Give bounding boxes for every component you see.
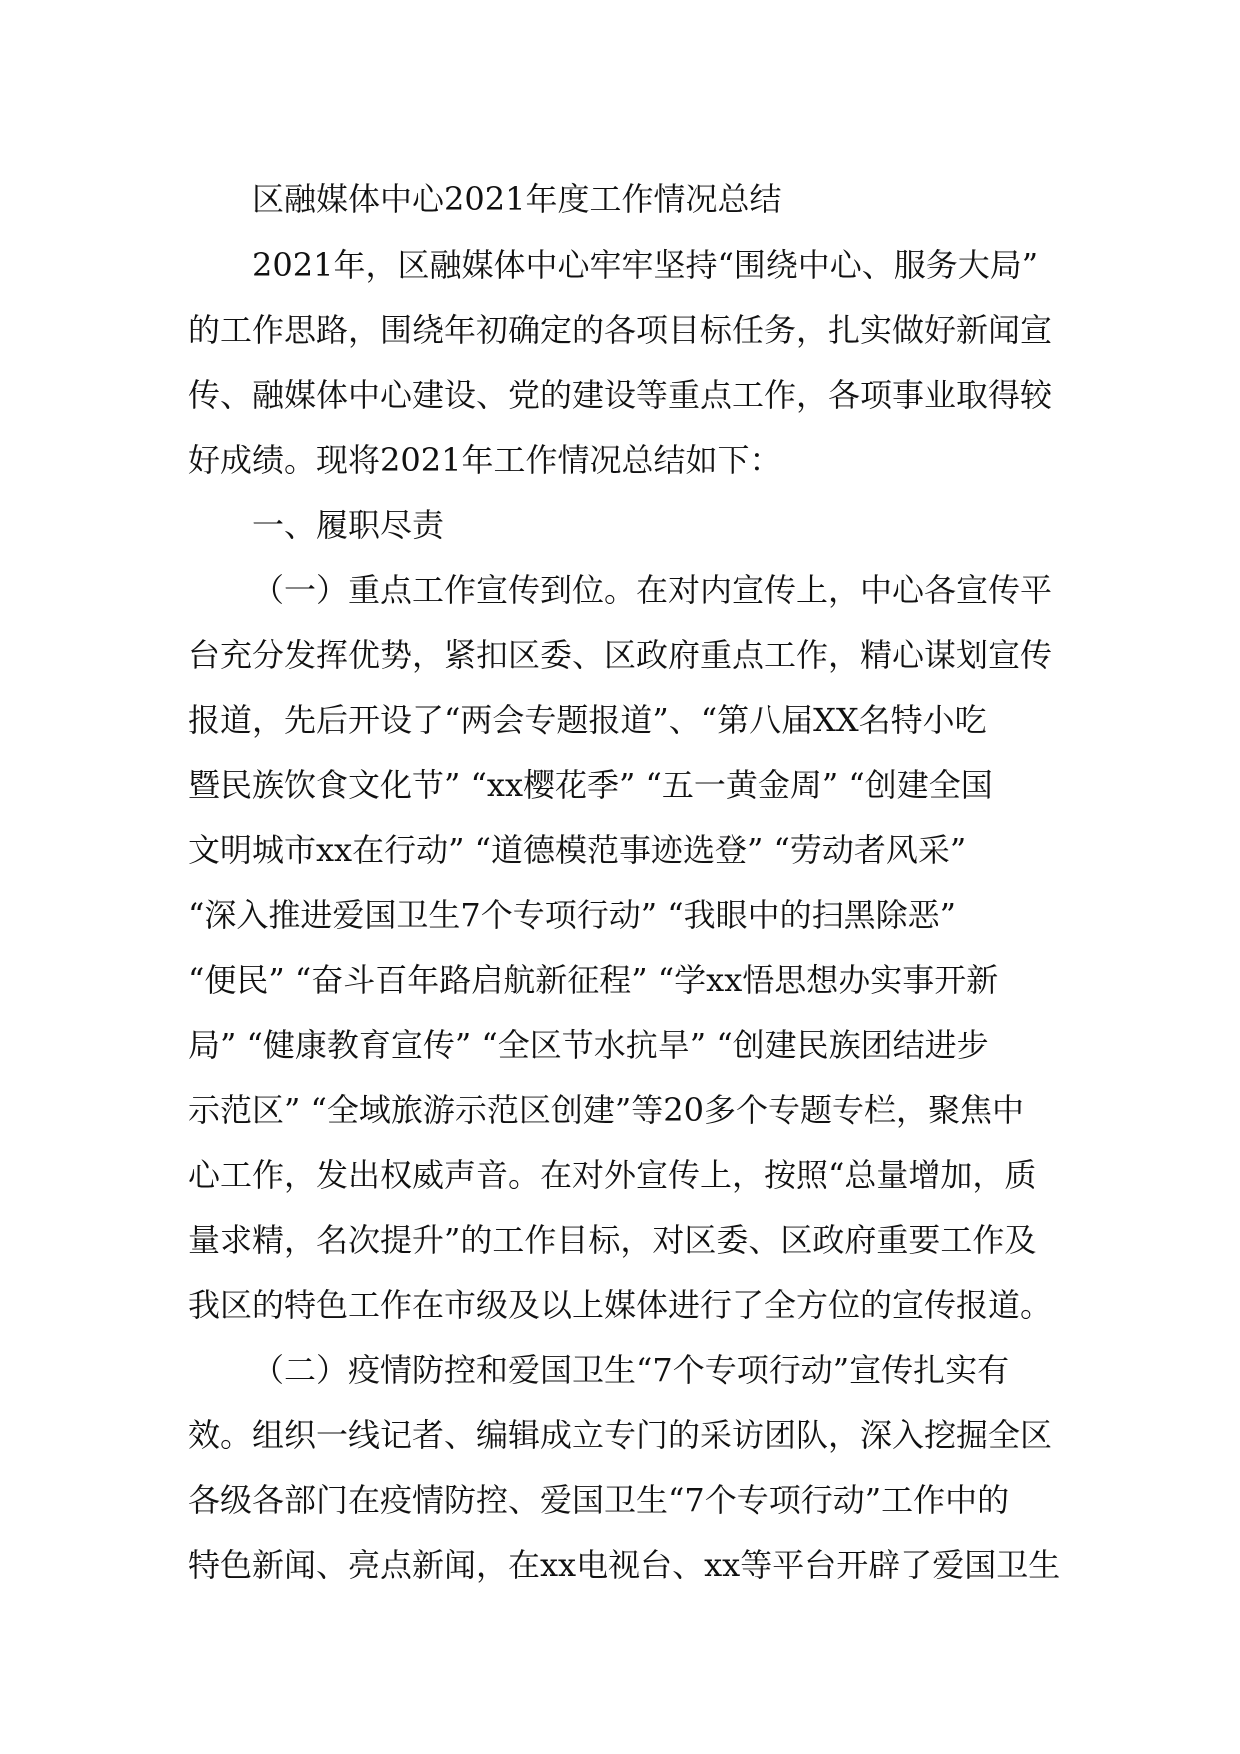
paragraph-line: 报道，先后开设了“两会专题报道”、“第八届XX名特小吃: [188, 701, 987, 739]
paragraph-line: “便民” “奋斗百年路启航新征程” “学xx悟思想办实事开新: [188, 961, 999, 999]
section-heading-text: 一、履职尽责: [252, 506, 445, 544]
paragraph-line: 我区的特色工作在市级及以上媒体进行了全方位的宣传报道。: [188, 1286, 1053, 1324]
paragraph-line: 各级各部门在疫情防控、爱国卫生“7个专项行动”工作中的: [188, 1481, 1010, 1519]
paragraph-line: 台充分发挥优势，紧扣区委、区政府重点工作，精心谋划宣传: [188, 636, 1053, 674]
paragraph-line: 好成绩。现将2021年工作情况总结如下：: [188, 441, 782, 479]
body-paragraph-2: [188, 1338, 1068, 1598]
paragraph-line: 心工作，发出权威声音。在对外宣传上，按照“总量增加，质: [188, 1156, 1037, 1194]
paragraph-line: “深入推进爱国卫生7个专项行动” “我眼中的扫黑除恶”: [188, 896, 956, 934]
document-body: [188, 166, 1068, 1598]
intro-paragraph: [188, 233, 1068, 493]
document-title: 区融媒体中心2021年度工作情况总结: [252, 180, 782, 218]
paragraph-line: 2021年，区融媒体中心牢牢坚持“围绕中心、服务大局”: [252, 246, 1039, 284]
paragraph-line: 示范区” “全域旅游示范区创建”等20多个专题专栏，聚焦中: [188, 1091, 1024, 1129]
section-heading: [188, 493, 1068, 558]
paragraph-line: 的工作思路，围绕年初确定的各项目标任务，扎实做好新闻宣: [188, 311, 1053, 349]
paragraph-line: 量求精，名次提升”的工作目标，对区委、区政府重要工作及: [188, 1221, 1037, 1259]
paragraph-line: 局” “健康教育宣传” “全区节水抗旱” “创建民族团结进步: [188, 1026, 989, 1064]
paragraph-line: 文明城市xx在行动” “道德模范事迹选登” “劳动者风采”: [188, 831, 967, 869]
paragraph-line: 传、融媒体中心建设、党的建设等重点工作，各项事业取得较: [188, 376, 1053, 414]
paragraph-line: 特色新闻、亮点新闻，在xx电视台、xx等平台开辟了爱国卫生: [188, 1546, 1061, 1584]
paragraph-line: （二）疫情防控和爱国卫生“7个专项行动”宣传扎实有: [252, 1351, 1010, 1389]
paragraph-line: 暨民族饮食文化节” “xx樱花季” “五一黄金周” “创建全国: [188, 766, 993, 804]
paragraph-line: （一）重点工作宣传到位。在对内宣传上，中心各宣传平: [252, 571, 1053, 609]
body-paragraph-1: [188, 558, 1068, 1338]
paragraph-line: 效。组织一线记者、编辑成立专门的采访团队，深入挖掘全区: [188, 1416, 1053, 1454]
